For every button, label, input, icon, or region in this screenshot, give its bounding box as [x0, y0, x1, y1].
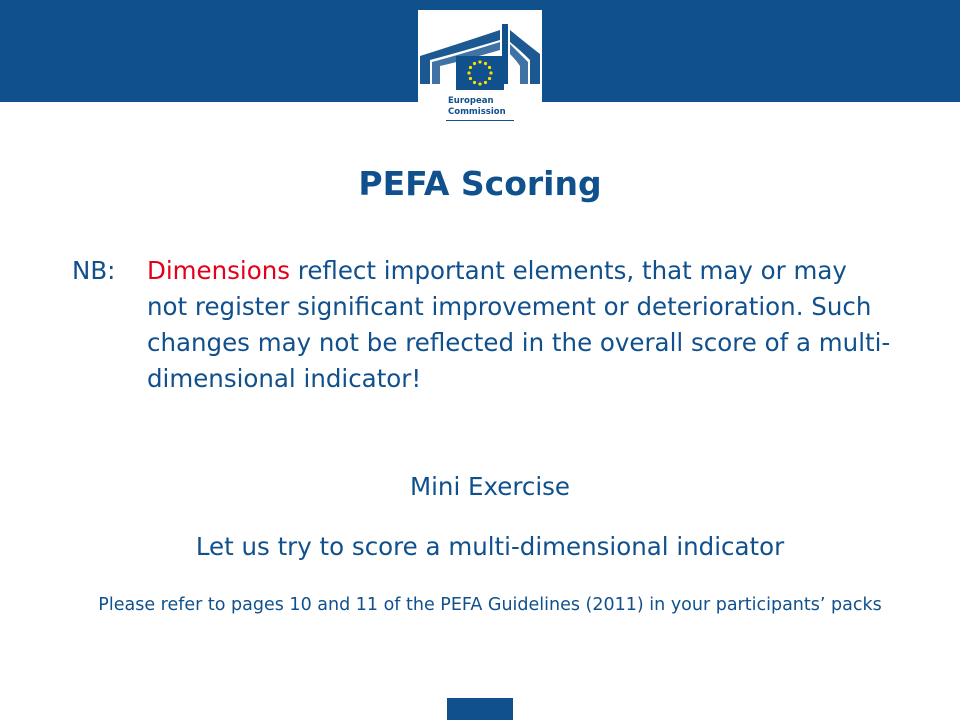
footer-block: [447, 698, 513, 720]
flag-star-icon: [473, 62, 476, 65]
flag-star-icon: [488, 66, 491, 69]
slide-title: PEFA Scoring: [358, 164, 602, 203]
nb-body: reflect important elements, that may or may not register significant improvement or deterioration. Such changes may not be reflected in the overall score of a multi-dimensional indicator!: [147, 256, 891, 393]
flag-star-icon: [478, 82, 481, 85]
logo-wordmark: [448, 96, 506, 118]
nb-highlight-word: Dimensions: [147, 256, 290, 285]
logo-line-1: European: [448, 96, 494, 106]
flag-star-icon: [473, 81, 476, 84]
flag-star-icon: [489, 71, 492, 74]
mini-exercise-heading: Mini Exercise: [409, 472, 570, 501]
flag-star-icon: [467, 71, 470, 74]
logo-line-2: Commission: [448, 107, 506, 117]
exercise-instruction: Let us try to score a multi-dimensional indicator: [195, 532, 785, 561]
flag-star-icon: [484, 81, 487, 84]
european-commission-logo: [418, 10, 542, 134]
flag-star-icon: [469, 66, 472, 69]
reference-note: Please refer to pages 10 and 11 of the PEFA Guidelines (2011) in your participants’ packs: [98, 595, 882, 615]
nb-label: NB:: [72, 256, 116, 285]
flag-star-icon: [469, 77, 472, 80]
nb-text: [147, 253, 892, 397]
flag-star-icon: [484, 62, 487, 65]
flag-star-icon: [488, 77, 491, 80]
logo-underline: [446, 120, 514, 121]
flag-star-icon: [478, 60, 481, 63]
